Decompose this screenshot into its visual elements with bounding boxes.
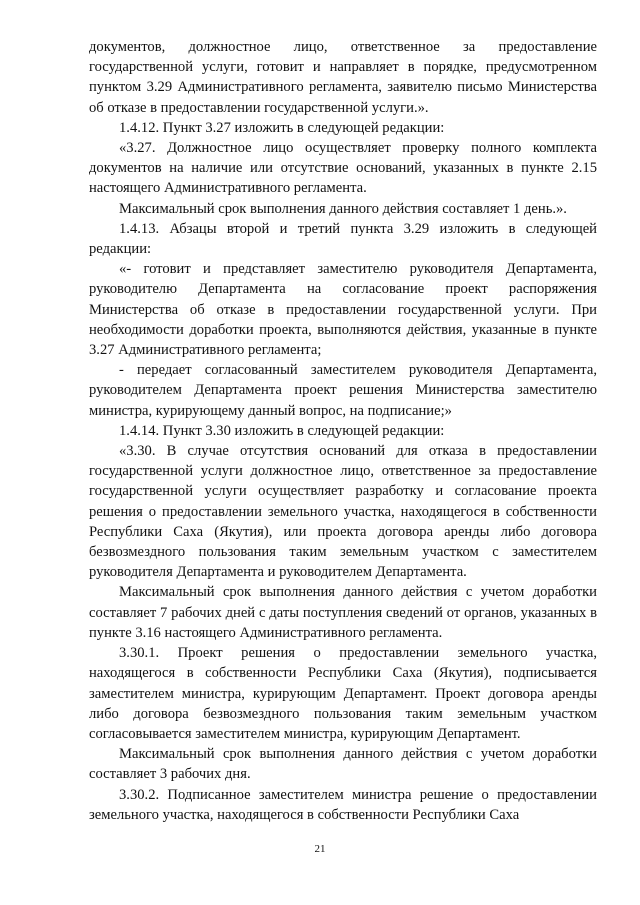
paragraph-3-30-1-deadline: Максимальный срок выполнения данного действия с учетом доработки составляет 3 рабочих дня. [89, 746, 597, 783]
paragraph-3-30: «3.30. В случае отсутствия оснований для отказа в предоставлении государственной услуги должностное лицо, ответственное за предоставление государственной услуги осуществляет разработку и согласование проекта решения о предоставлении земельного участка, находящегося в собственности Республики Саха (Якутия), или проекта договора аренды либо договора безвозмездного пользования таким земельным участком с заместителем руководителя Департамента и руководителем Департамента. [89, 443, 597, 581]
paragraph-3-30-2: 3.30.2. Подписанное заместителем министра решение о предоставлении земельного участка, находящегося в собственности Республики Саха [89, 786, 597, 823]
paragraph-3-29-item-1: «- готовит и представляет заместителю руководителя Департамента, руководителю Департамента на согласование проект распоряжения Министерства об отказе в предоставлении государственной услуги. При необходимости доработки проекта, выполняются действия, указанные в пункте 3.27 Административного регламента; [89, 261, 597, 359]
paragraph-3-27: «3.27. Должностное лицо осуществляет проверку полного комплекта документов на наличие или отсутствие оснований, указанных в пункте 2.15 настоящего Административного регламента. [89, 140, 597, 197]
paragraph-3-30-1: 3.30.1. Проект решения о предоставлении земельного участка, находящегося в собственности Республики Саха (Якутия), подписывается заместителем министра, курирующим Департамент. Проект договора аренды либо договора безвозмездного пользования таким земельным участком согласовывается заместителем министра, курирующим Департамент. [89, 645, 597, 742]
paragraph-1-4-14: 1.4.14. Пункт 3.30 изложить в следующей редакции: [119, 422, 445, 439]
paragraph-3-29-item-2: - передает согласованный заместителем руководителя Департамента, руководителем Департамента проект решения Министерства заместителю министра, курирующему данный вопрос, на подписание;» [89, 362, 597, 419]
paragraph-1-4-13: 1.4.13. Абзацы второй и третий пункта 3.29 изложить в следующей редакции: [89, 220, 597, 258]
document-body [89, 37, 597, 825]
paragraph-1-4-12: 1.4.12. Пункт 3.27 изложить в следующей редакции: [119, 119, 445, 136]
paragraph-3-27-deadline: Максимальный срок выполнения данного действия составляет 1 день.». [119, 200, 567, 217]
paragraph-continuation: документов, должностное лицо, ответственное за предоставление государственной услуги, готовит и направляет в порядке, предусмотренном пунктом 3.29 Административного регламента, заявителю письмо Министерства об отказе в предоставлении государственной услуги.». [89, 39, 597, 116]
paragraph-3-30-deadline: Максимальный срок выполнения данного действия с учетом доработки составляет 7 рабочих дней с даты поступления сведений от органов, указанных в пункте 3.16 настоящего Административного регламента. [89, 584, 597, 641]
page-number: 21 [314, 843, 326, 855]
